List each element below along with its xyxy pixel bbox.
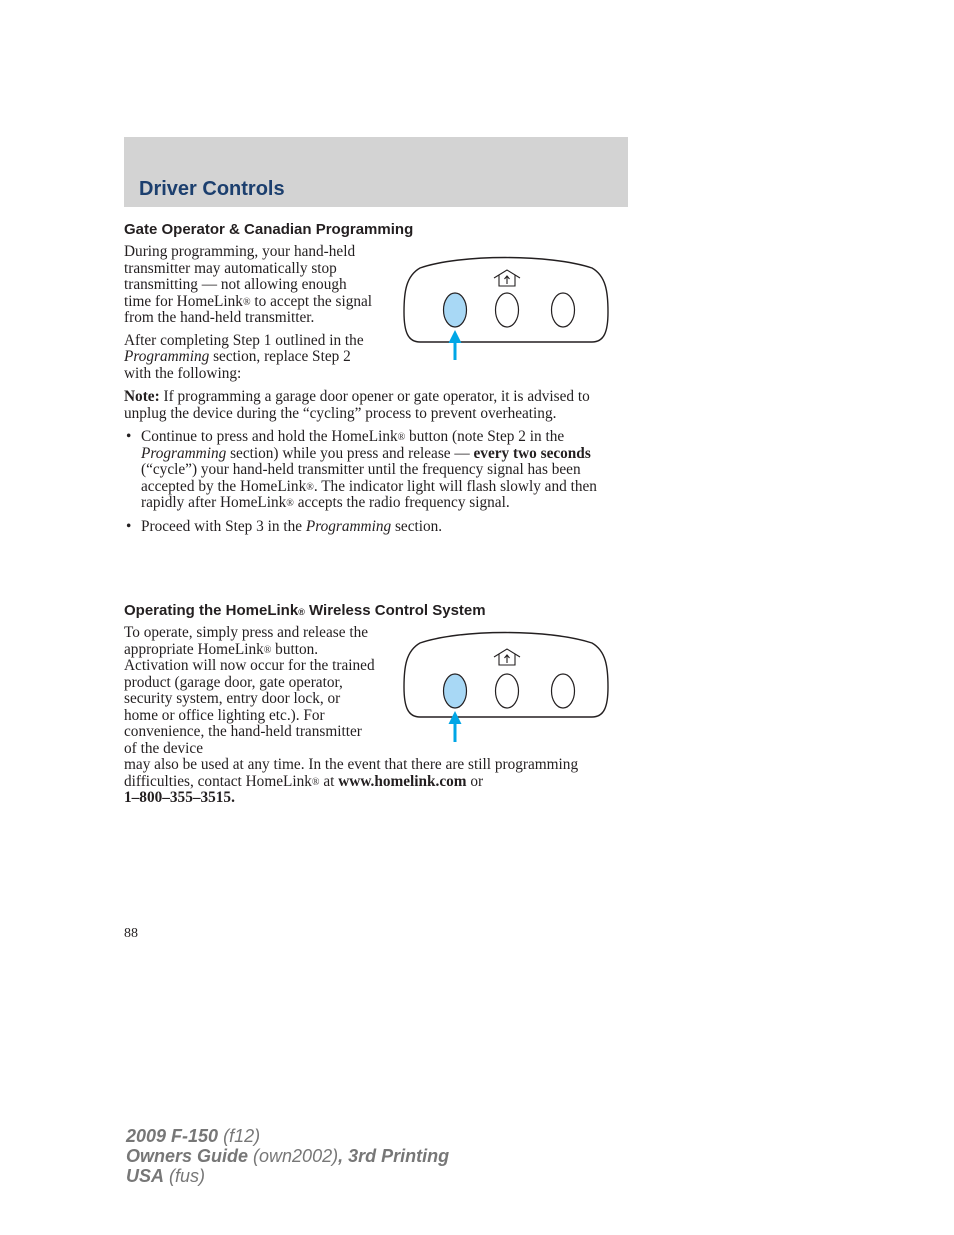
homelink-button-3 bbox=[552, 674, 575, 708]
homelink-phone: 1–800–355–3515. bbox=[124, 789, 235, 806]
section-heading: Operating the HomeLink® Wireless Control System bbox=[124, 602, 486, 619]
homelink-button-3 bbox=[552, 293, 575, 327]
list-item: • Continue to press and hold the HomeLink® button (note Step 2 in the Programming section) while you press and release — every two seconds (“cycle”) your hand-held transmitter until the frequency signal has been accepted by the HomeLink®. The indicator light will flash slowly and then rapidly after HomeLink® accepts the radio frequency signal. bbox=[126, 428, 597, 511]
homelink-panel-icon bbox=[400, 627, 612, 745]
header-band bbox=[124, 137, 628, 207]
homelink-button-1 bbox=[444, 674, 467, 708]
homelink-button-2 bbox=[496, 293, 519, 327]
homelink-button-1 bbox=[444, 293, 467, 327]
homelink-url: www.homelink.com bbox=[338, 772, 467, 790]
paragraph: During programming, your hand-held transmitter may automatically stop transmitting — not allowing enough time for HomeLink® to accept the signal from the hand-held transmitter. bbox=[124, 243, 373, 326]
page-number: 88 bbox=[124, 926, 138, 941]
document-footer: 2009 F-150 (f12) Owners Guide (own2002), 3rd Printing USA (fus) bbox=[126, 1126, 450, 1186]
homelink-panel-icon bbox=[400, 252, 612, 364]
list-item: • Proceed with Step 3 in the Programming section. bbox=[126, 517, 443, 535]
note: Note: If programming a garage door opener or gate operator, it is advised to unplug the device during the “cycling” process to prevent overheating. bbox=[124, 388, 590, 422]
paragraph: After completing Step 1 outlined in the Programming section, replace Step 2 with the following: bbox=[124, 331, 364, 382]
paragraph: may also be used at any time. In the event that there are still programming difficulties, contact HomeLink® at www.homelink.com or 1–800–355–3515. bbox=[124, 756, 579, 806]
section-heading: Gate Operator & Canadian Programming bbox=[124, 221, 414, 238]
paragraph: To operate, simply press and release the appropriate HomeLink® button. Activation will now occur for the trained product (garage door, gate operator, security system, entry door lock, or home or office lighting etc.). For convenience, the hand-held transmitter of the device bbox=[124, 624, 375, 757]
homelink-button-2 bbox=[496, 674, 519, 708]
page-title: Driver Controls bbox=[139, 178, 285, 200]
